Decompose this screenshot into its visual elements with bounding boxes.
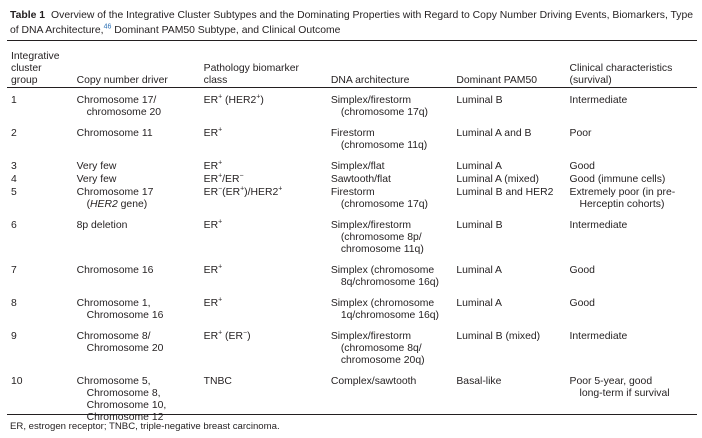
cell-dna: Sawtooth/flat (330, 174, 391, 185)
table-row (7, 186, 697, 214)
cell-biomarker: ER+ (203, 126, 223, 139)
cell-biomarker: ER+ (ER−) (203, 329, 251, 342)
cell-group: 4 (11, 174, 17, 185)
cell-driver: Chromosome 5, Chromosome 8, Chromosome 10, Chromosome 12 (76, 376, 167, 423)
cell-driver: Very few (76, 161, 117, 172)
caption-text: Overview of the Integrative Cluster Subtypes and the Dominating Properties with Regard to Copy Number Driving Events, Biomarkers, Type of DNA Architecture, (10, 10, 694, 36)
header-biomarker-class: Pathology biomarker class (203, 63, 299, 86)
cell-driver: Very few (76, 174, 117, 185)
cell-biomarker: ER+ (203, 296, 223, 309)
cell-biomarker: ER+ (HER2+) (203, 93, 264, 106)
cell-dna: Simplex/firestorm (chromosome 17q) (330, 95, 429, 118)
header-cluster-group: Integrative cluster group (11, 51, 60, 86)
cell-driver: Chromosome 1, Chromosome 16 (76, 298, 164, 321)
cell-biomarker: TNBC (203, 376, 232, 387)
cell-dna: Firestorm (chromosome 17q) (330, 187, 429, 210)
cell-clinical: Poor 5-year, good long-term if survival (569, 376, 670, 399)
cell-group: 6 (11, 220, 17, 231)
cell-dna: Simplex (chromosome 8q/chromosome 16q) (330, 265, 439, 288)
cell-clinical: Intermediate (569, 331, 628, 342)
cell-pam50: Luminal B (456, 95, 503, 106)
cell-dna: Simplex/firestorm (chromosome 8p/ chromosome 11q) (330, 220, 424, 255)
cell-dna: Firestorm (chromosome 11q) (330, 128, 428, 151)
cell-driver: Chromosome 11 (76, 128, 153, 139)
table-row (7, 89, 697, 122)
cell-group: 7 (11, 265, 17, 276)
cell-group: 9 (11, 331, 17, 342)
header-copy-number-driver: Copy number driver (76, 75, 168, 86)
table-label: Table 1 (10, 10, 46, 21)
table-row (7, 173, 697, 186)
table-row (7, 122, 697, 155)
cell-clinical: Good (569, 161, 595, 172)
table-footnote: ER, estrogen receptor; TNBC, triple-negative breast carcinoma. (10, 421, 280, 432)
cell-clinical: Extremely poor (in pre- Herceptin cohorts) (569, 187, 676, 210)
cell-biomarker: ER+ (203, 159, 223, 172)
cell-pam50: Luminal A (456, 265, 502, 276)
cell-group: 8 (11, 298, 17, 309)
cell-pam50: Basal-like (456, 376, 502, 387)
caption-text-end: Dominant PAM50 Subtype, and Clinical Outcome (111, 24, 341, 36)
table-row (7, 259, 697, 292)
cell-pam50: Luminal A and B (456, 128, 532, 139)
header-clinical: Clinical characteristics (survival) (569, 63, 673, 86)
cell-biomarker: ER−(ER+)/HER2+ (203, 185, 283, 198)
cell-dna: Complex/sawtooth (330, 376, 417, 387)
cell-pam50: Luminal B and HER2 (456, 187, 554, 198)
cell-clinical: Intermediate (569, 220, 628, 231)
cell-driver: Chromosome 8/ Chromosome 20 (76, 331, 164, 354)
cell-group: 2 (11, 128, 17, 139)
header-dna-architecture: DNA architecture (330, 75, 410, 86)
cell-biomarker: ER+ (203, 218, 223, 231)
table-row (7, 325, 697, 370)
cell-clinical: Poor (569, 128, 592, 139)
cell-group: 10 (11, 376, 23, 387)
table-row (7, 292, 697, 325)
table-row (7, 214, 697, 259)
cell-driver: Chromosome 17/ chromosome 20 (76, 95, 162, 118)
table-row (7, 155, 697, 173)
cell-dna: Simplex (chromosome 1q/chromosome 16q) (330, 298, 439, 321)
cell-group: 3 (11, 161, 17, 172)
cell-pam50: Luminal B (mixed) (456, 331, 541, 342)
cell-group: 1 (11, 95, 17, 106)
cell-dna: Simplex/firestorm (chromosome 8q/ chromosome 20q) (330, 331, 425, 366)
cell-group: 5 (11, 187, 17, 198)
cell-driver: Chromosome 16 (76, 265, 154, 276)
table-caption (10, 9, 698, 38)
cell-dna: Simplex/flat (330, 161, 385, 172)
cell-pam50: Luminal A (mixed) (456, 174, 539, 185)
header-dominant-pam50: Dominant PAM50 (456, 75, 538, 86)
cell-pam50: Luminal A (456, 161, 502, 172)
header-row (7, 41, 697, 89)
cell-clinical: Intermediate (569, 95, 628, 106)
cell-clinical: Good (569, 298, 595, 309)
table-row (7, 370, 697, 427)
reference-link[interactable]: 46 (103, 23, 112, 31)
cell-clinical: Good (569, 265, 595, 276)
cell-driver: Chromosome 17 (HER2 gene) (76, 187, 154, 210)
cell-pam50: Luminal A (456, 298, 502, 309)
cell-biomarker: ER+/ER− (203, 172, 244, 185)
cell-driver: 8p deletion (76, 220, 128, 231)
cell-biomarker: ER+ (203, 263, 223, 276)
cell-pam50: Luminal B (456, 220, 503, 231)
cluster-table (7, 41, 697, 427)
cell-clinical: Good (immune cells) (569, 174, 666, 185)
